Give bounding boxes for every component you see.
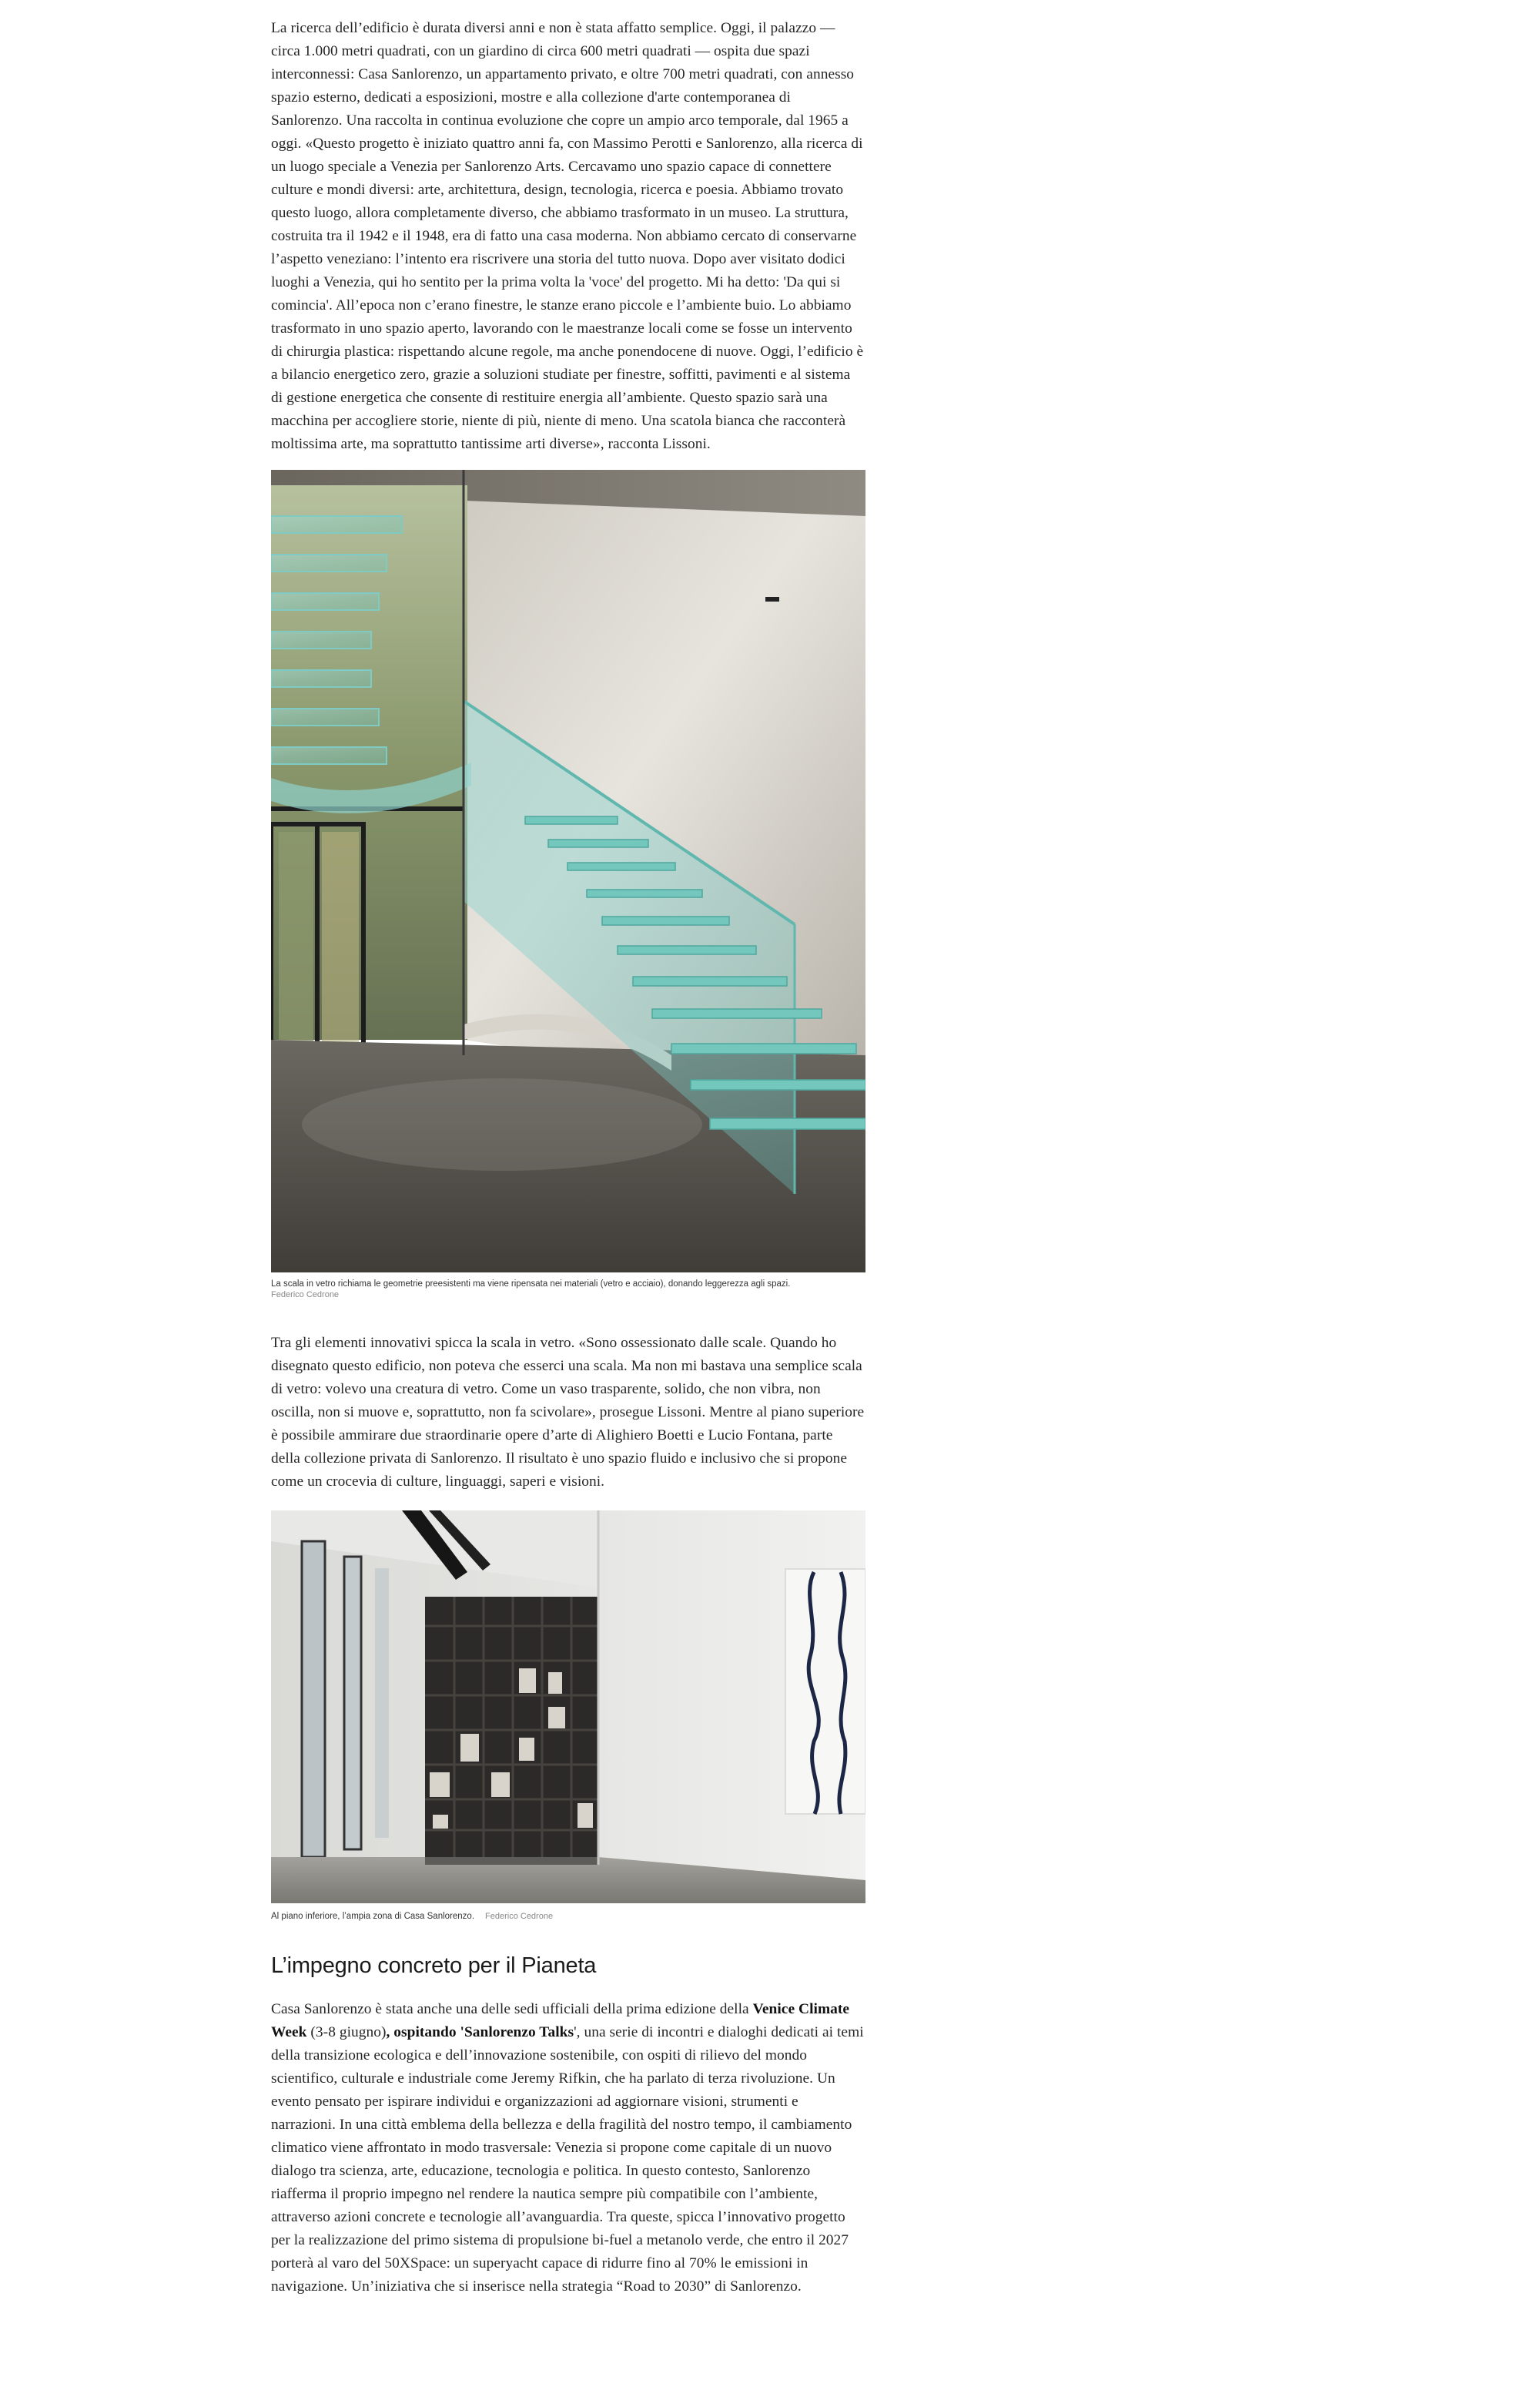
- figure1-caption-block: [271, 1279, 865, 1299]
- p3-venice-climate-week: Venice Climate Week: [271, 2001, 850, 2040]
- figure1-credit: Federico Cedrone: [271, 1290, 340, 1299]
- glass-staircase-photo[interactable]: [271, 470, 865, 1272]
- figure1-caption: La scala in vetro richiama le geometrie preesistenti ma viene ripensata nei materiali (vetro e acciaio), donando leggerezza agli spazi.: [271, 1279, 791, 1289]
- article-paragraph-2: Tra gli elementi innovativi spicca la scala in vetro. «Sono ossessionato dalle scale. Quando ho disegnato questo edificio, non poteva che esserci una scala. Ma non mi bastava una semplice scala di vetro: volevo una creatura di vetro. Come un vaso trasparente, solido, che non vibra, non oscilla, non si muove e, soprattutto, non fa scivolare», prosegue Lissoni. Mentre al piano superiore è possibile ammirare due straordinarie opere d’arte di Alighiero Boetti e Lucio Fontana, parte della collezione privata di Sanlorenzo. Il risultato è uno spazio fluido e inclusivo che si propone come un crocevia di culture, linguaggi, saperi e visioni.: [271, 1335, 865, 1490]
- article-body: [271, 17, 865, 2298]
- p3-text-d: , ospitando ': [386, 2024, 464, 2040]
- article-paragraph-1: La ricerca dell’edificio è durata diversi anni e non è stata affatto semplice. Oggi, il palazzo — circa 1.000 metri quadrati, con un giardino di circa 600 metri quadrati — ospita due spazi interconnessi: Casa Sanlorenzo, un appartamento privato, e oltre 700 metri quadrati, con annesso spazio esterno, dedicati a esposizioni, mostre e alla collezione d'arte contemporanea di Sanlorenzo. Una raccolta in continua evoluzione che copre un ampio arco temporale, dal 1965 a oggi. «Questo progetto è iniziato quattro anni fa, con Massimo Perotti e Sanlorenzo, alla ricerca di un luogo speciale a Venezia per Sanlorenzo Arts. Cercavamo uno spazio capace di connettere culture e mondi diversi: arte, architettura, design, tecnologia, ricerca e poesia. Abbiamo trovato questo luogo, allora completamente diverso, che abbiamo trasformato in un museo. La struttura, costruita tra il 1942 e il 1948, era di fatto una casa moderna. Non abbiamo cercato di conservarne l’aspetto veneziano: l’intento era riscrivere una storia del tutto nuova. Dopo aver visitato dodici luoghi a Venezia, qui ho sentito per la prima volta la 'voce' del progetto. Mi ha detto: 'Da qui si comincia'. All’epoca non c’erano finestre, le stanze erano piccole e l’ambiente buio. Lo abbiamo trasformato in uno spazio aperto, lavorando con le maestranze locali come se fosse un intervento di chirurgia plastica: rispettando alcune regole, ma anche ponendocene di nuove. Oggi, l’edificio è a bilancio energetico zero, grazie a soluzioni studiate per finestre, soffitti, pavimenti e al sistema di gestione energetica che consente di restituire energia all’ambiente. Questo spazio sarà una macchina per accogliere storie, niente di più, niente di meno. Una scatola bianca che racconterà moltissima arte, ma soprattutto tantissime arti diverse», racconta Lissoni.: [271, 20, 864, 452]
- p3-sanlorenzo-talks: Sanlorenzo Talks: [464, 2024, 574, 2040]
- p3-text-f: ', una serie di incontri e dialoghi dedicati ai temi della transizione ecologica e dell’innovazione sostenibile, con ospiti di rilievo del mondo scientifico, culturale e industriale come Jeremy Rifkin, che ha parlato di terza rivoluzione. Un evento pensato per ispirare individui e organizzazioni ad aggiornare visioni, strumenti e narrazioni. In una città emblema della bellezza e della fragilità del nostro tempo, il cambiamento climatico viene affrontato in modo trasversale: Venezia si propone come capitale di un nuovo dialogo tra scienza, arte, educazione, tecnologia e politica. In questo contesto, Sanlorenzo riafferma il proprio impegno nel rendere la nautica sempre più compatibile con l’ambiente, attraverso azioni concrete e tecnologie all’avanguardia. Tra queste, spicca l’innovativo progetto per la realizzazione del primo sistema di propulsione bi-fuel a metanolo verde, che entro il 2027 porterà al varo del 50XSpace: un superyacht capace di ridurre fino al 70% le emissioni in navigazione. Un’iniziativa che si inserisce nella strategia “Road to 2030” di Sanlorenzo.: [271, 2024, 864, 2295]
- section-heading: L’impegno concreto per il Pianeta: [271, 1953, 597, 1978]
- figure-lower-floor: [271, 1510, 865, 1903]
- p3-text-a: Casa Sanlorenzo è stata anche una delle sedi ufficiali della prima edizione della: [271, 2001, 753, 2017]
- figure2-caption-block: [271, 1909, 865, 1923]
- p3-text-c: (3-8 giugno): [306, 2024, 387, 2040]
- article-paragraph-3: [271, 1998, 865, 2298]
- figure-glass-staircase: [271, 470, 865, 1272]
- figure2-caption: Al piano inferiore, l’ampia zona di Casa Sanlorenzo.: [271, 1912, 475, 1921]
- lower-floor-photo[interactable]: [271, 1510, 865, 1903]
- figure2-credit: Federico Cedrone: [485, 1912, 554, 1921]
